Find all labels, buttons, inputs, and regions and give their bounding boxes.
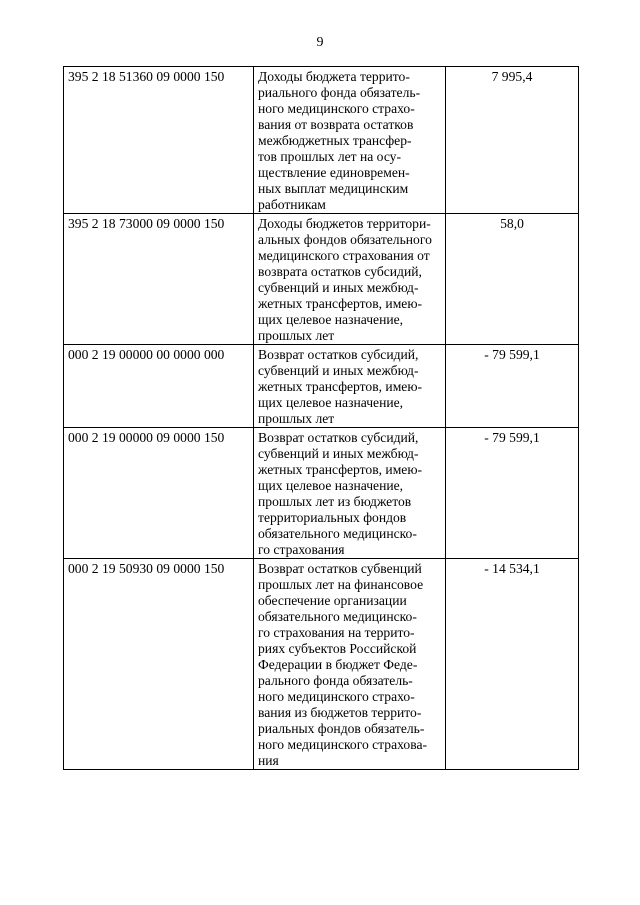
description-line: тов прошлых лет на осу-	[258, 149, 401, 164]
classification-code: 000 2 19 00000 09 0000 150	[64, 428, 254, 559]
description-line: вания от возврата остатков	[258, 117, 414, 132]
description-line: медицинского страхования от	[258, 248, 430, 263]
description-line: ного медицинского страхо-	[258, 689, 415, 704]
table-row	[64, 428, 579, 559]
description-line: альных фондов обязательного	[258, 232, 432, 247]
description-line: межбюджетных трансфер-	[258, 133, 412, 148]
amount-value: - 79 599,1	[446, 345, 579, 428]
table-row	[64, 345, 579, 428]
income-description	[254, 67, 446, 214]
description-line: обеспечение организации	[258, 593, 407, 608]
description-line: субвенций и иных межбюд-	[258, 280, 419, 295]
amount-value: - 79 599,1	[446, 428, 579, 559]
income-description	[254, 345, 446, 428]
description-line: прошлых лет из бюджетов	[258, 494, 412, 509]
description-line: ного медицинского страхо-	[258, 101, 415, 116]
description-line: риях субъектов Российской	[258, 641, 417, 656]
income-description	[254, 428, 446, 559]
description-line: вания из бюджетов террито-	[258, 705, 422, 720]
description-line: прошлых лет	[258, 328, 335, 343]
description-line: жетных трансфертов, имею-	[258, 462, 423, 477]
description-line: ного медицинского страхова-	[258, 737, 427, 752]
description-line: ществление единовремен-	[258, 165, 410, 180]
description-line: обязательного медицинско-	[258, 609, 417, 624]
description-line: Федерации в бюджет Феде-	[258, 657, 418, 672]
table-row	[64, 559, 579, 770]
amount-value: 58,0	[446, 214, 579, 345]
classification-code: 000 2 19 00000 00 0000 000	[64, 345, 254, 428]
description-line: рального фонда обязатель-	[258, 673, 413, 688]
description-line: Возврат остатков субсидий,	[258, 347, 419, 362]
income-description	[254, 559, 446, 770]
classification-code: 000 2 19 50930 09 0000 150	[64, 559, 254, 770]
description-line: субвенций и иных межбюд-	[258, 446, 419, 461]
classification-code: 395 2 18 51360 09 0000 150	[64, 67, 254, 214]
description-line: ния	[258, 753, 279, 768]
description-line: жетных трансфертов, имею-	[258, 296, 423, 311]
budget-table	[63, 66, 579, 770]
description-line: обязательного медицинско-	[258, 526, 417, 541]
classification-code: 395 2 18 73000 09 0000 150	[64, 214, 254, 345]
description-line: субвенций и иных межбюд-	[258, 363, 419, 378]
description-line: прошлых лет	[258, 411, 335, 426]
description-line: риального фонда обязатель-	[258, 85, 421, 100]
description-line: прошлых лет на финансовое	[258, 577, 424, 592]
description-line: Доходы бюджета террито-	[258, 69, 410, 84]
description-line: Доходы бюджетов территори-	[258, 216, 431, 231]
amount-value: 7 995,4	[446, 67, 579, 214]
table-row	[64, 214, 579, 345]
description-line: работникам	[258, 197, 326, 212]
description-line: риальных фондов обязатель-	[258, 721, 425, 736]
description-line: щих целевое назначение,	[258, 395, 404, 410]
table-row	[64, 67, 579, 214]
budget-table-body	[64, 67, 579, 770]
page-number: 9	[316, 35, 324, 50]
amount-value: - 14 534,1	[446, 559, 579, 770]
description-line: жетных трансфертов, имею-	[258, 379, 423, 394]
description-line: возврата остатков субсидий,	[258, 264, 422, 279]
description-line: го страхования	[258, 542, 345, 557]
description-line: щих целевое назначение,	[258, 312, 404, 327]
description-line: щих целевое назначение,	[258, 478, 404, 493]
description-line: го страхования на террито-	[258, 625, 415, 640]
income-description	[254, 214, 446, 345]
description-line: ных выплат медицинским	[258, 181, 409, 196]
description-line: территориальных фондов	[258, 510, 407, 525]
description-line: Возврат остатков субсидий,	[258, 430, 419, 445]
description-line: Возврат остатков субвенций	[258, 561, 422, 576]
